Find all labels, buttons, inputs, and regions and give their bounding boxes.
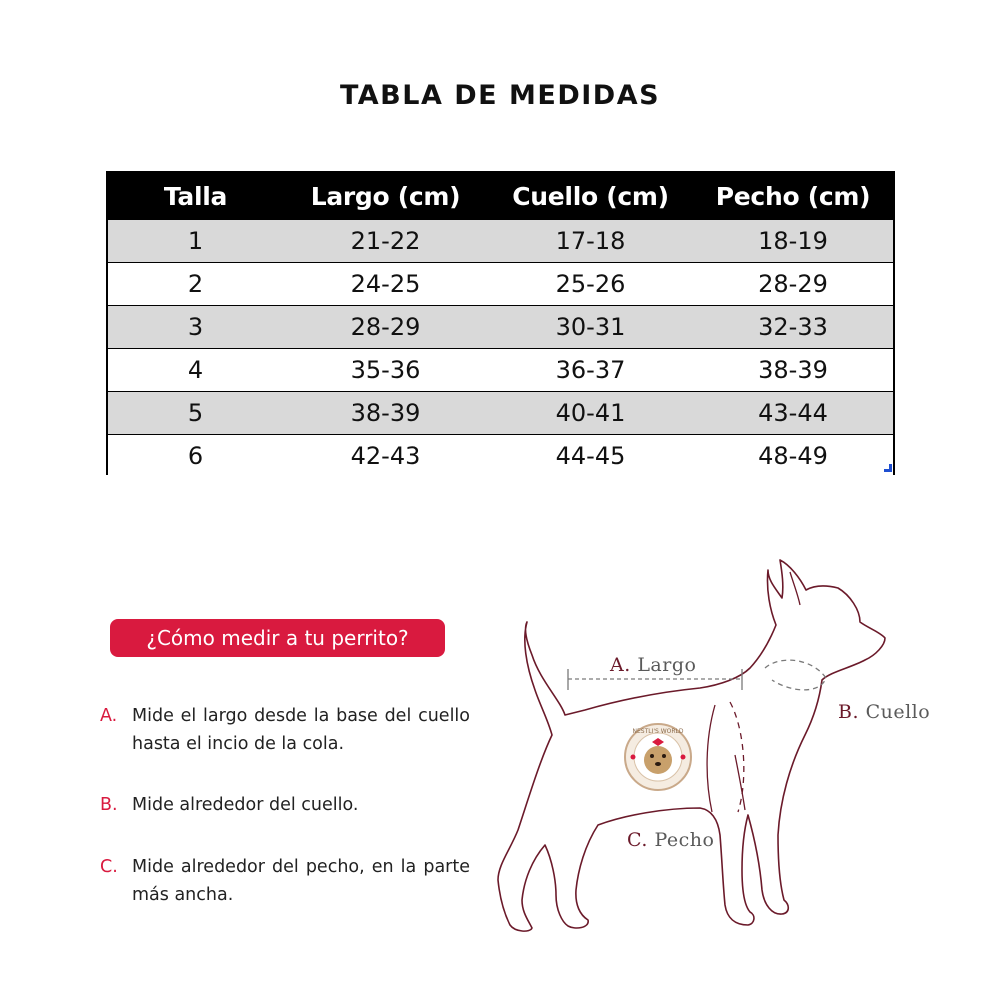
step-pecho xyxy=(100,853,470,909)
table-cell: 3 xyxy=(187,313,204,341)
header-cell: Largo (cm) xyxy=(310,181,461,211)
table-cell: 40-41 xyxy=(555,399,626,427)
brand-logo xyxy=(625,724,691,790)
step-text: Mide el largo desde la base del cuello hasta el incio de la cola. xyxy=(132,706,470,754)
step-letter: A. xyxy=(100,706,118,726)
table-cell: 25-26 xyxy=(555,270,626,298)
table-cell: 35-36 xyxy=(350,356,421,384)
table-cell: 28-29 xyxy=(758,270,828,298)
logo-text: NESTLI'S WORLD xyxy=(632,728,684,735)
pecho-measure-loop xyxy=(707,705,715,812)
table-cell: 5 xyxy=(187,399,204,427)
table-cell: 42-43 xyxy=(350,442,421,470)
header-cell: Talla xyxy=(163,181,228,211)
table-cell: 32-33 xyxy=(758,313,828,341)
table-cell: 6 xyxy=(187,442,204,470)
table-cell: 4 xyxy=(187,356,204,384)
label-largo: A. Largo xyxy=(610,654,697,676)
cuello-measure-loop xyxy=(765,660,826,690)
step-text: Mide alrededor del pecho, en la parte más ancha. xyxy=(132,857,470,905)
label-cuello: B. Cuello xyxy=(838,701,931,723)
table-cell: 48-49 xyxy=(758,442,828,470)
table-row xyxy=(108,434,893,477)
table-cell: 38-39 xyxy=(758,356,828,384)
label-pecho: C. Pecho xyxy=(627,829,715,851)
table-cell: 30-31 xyxy=(555,313,626,341)
table-cell: 17-18 xyxy=(555,227,626,255)
table-row xyxy=(108,391,893,434)
table-row xyxy=(108,348,893,391)
step-letter: B. xyxy=(100,795,118,815)
table-cell: 28-29 xyxy=(350,313,421,341)
table-cell: 21-22 xyxy=(350,227,421,255)
table-row xyxy=(108,262,893,305)
table-cell: 2 xyxy=(187,270,204,298)
table-cell: 1 xyxy=(187,227,204,255)
step-text: Mide alrededor del cuello. xyxy=(132,795,359,815)
table-cell: 38-39 xyxy=(350,399,421,427)
step-largo xyxy=(100,702,470,758)
how-to-measure-heading: ¿Cómo medir a tu perrito? xyxy=(110,619,445,657)
dog-measurement-diagram xyxy=(480,540,990,990)
step-cuello xyxy=(100,791,470,819)
header-cell: Pecho (cm) xyxy=(715,181,871,211)
resize-corner-icon xyxy=(884,464,892,472)
table-cell: 44-45 xyxy=(555,442,626,470)
dog-outline xyxy=(498,560,885,931)
table-header-row xyxy=(108,173,893,219)
table-cell: 18-19 xyxy=(758,227,828,255)
table-row xyxy=(108,305,893,348)
page-title: TABLA DE MEDIDAS xyxy=(339,80,661,111)
header-cell: Cuello (cm) xyxy=(512,181,669,211)
pecho-measure-dashed xyxy=(730,702,744,812)
table-cell: 36-37 xyxy=(555,356,626,384)
table-cell: 24-25 xyxy=(350,270,421,298)
table-row xyxy=(108,219,893,262)
size-table xyxy=(106,171,895,475)
step-letter: C. xyxy=(100,857,118,877)
table-cell: 43-44 xyxy=(758,399,828,427)
